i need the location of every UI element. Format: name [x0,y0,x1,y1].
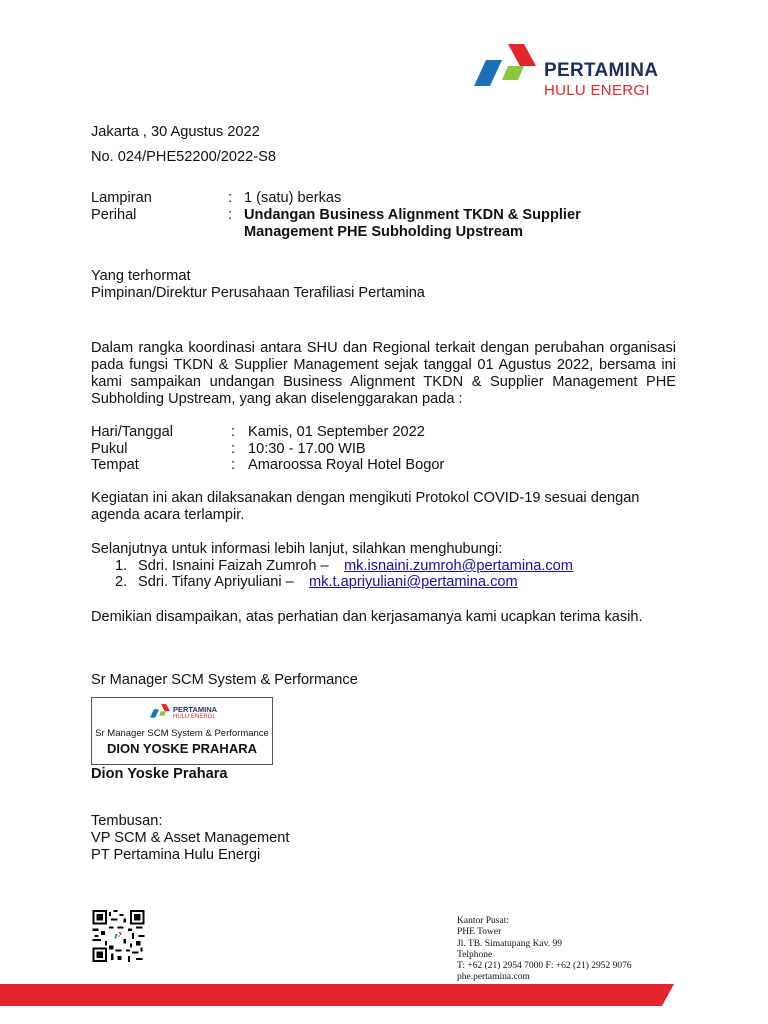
perihal-line-2: Management PHE Subholding Upstream [244,224,523,240]
schedule-place-colon: : [231,457,236,473]
contact-number-1: 1. [115,558,128,574]
schedule-place-value: Amaroossa Royal Hotel Bogor [248,457,445,473]
stamp-logo-subtitle: HULU ENERGI [173,714,215,720]
cc-line-1: VP SCM & Asset Management [91,830,290,846]
covid-paragraph: Kegiatan ini akan dilaksanakan dengan mengikuti Protokol COVID-19 sesuai dengan agenda acara terlampir. [91,490,640,523]
qr-code-icon [91,910,146,962]
footer-phone-label: Telphone [457,949,493,960]
contact-intro: Selanjutnya untuk informasi lebih lanjut, silahkan menghubungi: [91,541,503,557]
lampiran-label: Lampiran [91,190,152,206]
signatory-name: Dion Yoske Prahara [91,766,228,782]
contact-email-link-1[interactable]: mk.isnaini.zumroh@pertamina.com [344,558,573,574]
pertamina-logo-mark-icon [474,44,536,90]
contact-number-2: 2. [115,574,128,590]
logo-green-shape [502,66,524,80]
lampiran-colon: : [228,190,233,206]
stamp-title: Sr Manager SCM System & Performance [95,728,269,739]
footer-office-label: Kantor Pusat: [457,916,509,926]
cc-line-2: PT Pertamina Hulu Energi [91,847,261,863]
schedule-day-value: Kamis, 01 September 2022 [248,424,425,440]
schedule-time-colon: : [231,441,236,457]
footer-street: Jl. TB. Simatupang Kav. 99 [457,938,563,949]
logo-red-shape [508,44,536,66]
contact-name-1: Sdri. Isnaini Faizah Zumroh – [138,558,329,574]
footer-building: PHE Tower [457,927,502,938]
logo-blue-shape [474,60,502,86]
schedule-day-colon: : [231,424,236,440]
salutation: Yang terhormat [91,268,191,284]
contact-name-2: Sdri. Tifany Apriyuliani – [138,574,294,590]
signature-title: Sr Manager SCM System & Performance [91,672,358,688]
perihal-label: Perihal [91,207,137,223]
letter-number: No. 024/PHE52200/2022-S8 [91,149,276,165]
cc-label: Tembusan: [91,813,163,829]
footer-phone: T: +62 (21) 2954 7000 F: +62 (21) 2952 9076 [457,961,632,972]
intro-paragraph: Dalam rangka koordinasi antara SHU dan Regional terkait dengan perubahan organisasi pada fungsi TKDN & Supplier Management sejak tanggal 01 Agustus 2022, bersama ini kami sampaikan undangan Business Alignment TKDN & Supplier Management PHE Subholding Upstream, yang akan diselenggarakan pada : [91,340,676,407]
perihal-line-1: Undangan Business Alignment TKDN & Supplier [244,207,581,223]
logo-subtitle: HULU ENERGI [544,82,650,99]
perihal-colon: : [228,207,233,223]
stamp-logo-mark-icon [150,704,170,719]
recipient-name: Pimpinan/Direktur Perusahaan Terafiliasi Pertamina [91,285,425,301]
stamp-name: DION YOSKE PRAHARA [106,741,257,756]
signature-stamp [91,697,273,765]
logo-name: PERTAMINA [544,60,659,81]
lampiran-value: 1 (satu) berkas [244,190,342,206]
schedule-place-label: Tempat [91,457,139,473]
footer-website[interactable]: phe.pertamina.com [457,972,530,983]
pertamina-logo [474,44,679,104]
schedule-time-label: Pukul [91,441,128,457]
footer-stripe [0,980,690,1010]
place-date: Jakarta , 30 Agustus 2022 [91,124,260,140]
schedule-day-label: Hari/Tanggal [91,424,173,440]
footer-address [457,916,657,984]
stamp-logo-name: PERTAMINA [173,705,218,714]
closing-paragraph: Demikian disampaikan, atas perhatian dan kerjasamanya kami ucapkan terima kasih. [91,609,643,625]
schedule-time-value: 10:30 - 17.00 WIB [248,441,366,457]
contact-email-link-2[interactable]: mk.t.apriyuliani@pertamina.com [309,574,518,590]
